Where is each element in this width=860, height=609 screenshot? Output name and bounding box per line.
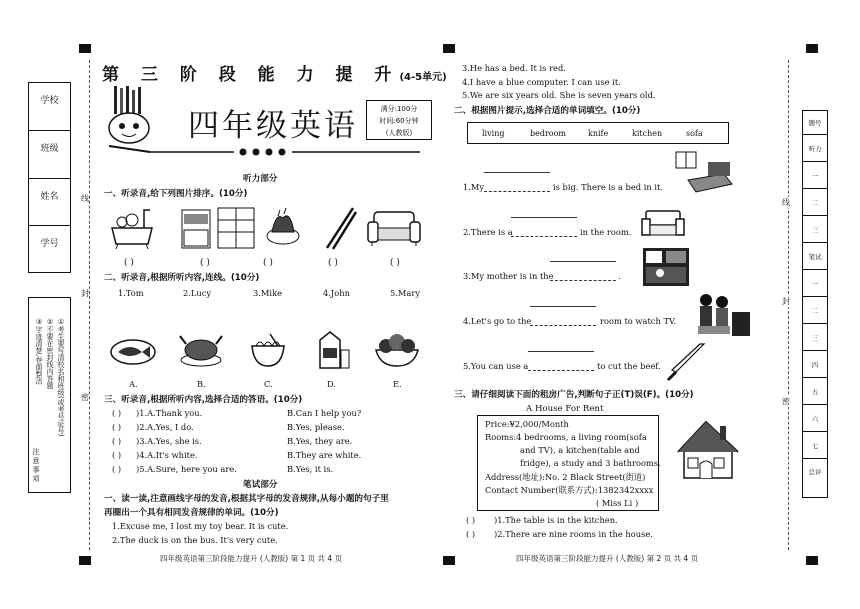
phonics-sentence: 3.He has a bed. It is red. [462,63,566,73]
ad-title: A House For Rent [526,404,604,414]
handwriting-guide [550,261,616,262]
registration-mark [806,556,818,565]
reply-option-b: B.Yes, please. [287,422,345,432]
fill-item-after: in the room. [580,227,632,237]
tf-statement: )1.The table is in the kitchen. [494,515,618,525]
written-heading: 笔试部分 [243,480,278,490]
sofa-picture-icon [640,207,686,241]
seal-char: 线 [782,198,790,207]
option-letter: A. [129,379,138,389]
seal-line [89,60,90,550]
listening-q1-title: 一、听录音,给下列图片排序。(10分) [104,189,248,199]
fill-item-before: 1.My [463,182,485,192]
answer-blank[interactable] [511,236,577,237]
answer-paren[interactable]: ( ) [200,258,210,268]
score-row: 六 [803,405,827,432]
answer-blank[interactable] [528,370,594,371]
registration-mark [443,556,455,565]
option-letter: D. [327,379,336,389]
score-row: 一 [803,162,827,189]
answer-paren[interactable]: ( ) [112,436,122,446]
score-row: 二 [803,189,827,216]
fill-item-before: 3.My mother is in the [463,271,554,281]
full-score: 满分:100分 [380,105,418,113]
listening-q3-title: 三、听录音,根据所听内容,选择合适的答语。(10分) [104,395,303,405]
word-bank [467,122,729,144]
handwriting-guide [530,306,596,307]
title-divider [148,146,428,158]
word-option: knife [588,129,609,138]
score-table [802,110,828,498]
house-icon [672,416,744,482]
seal-char: 封 [782,297,790,306]
bathtub-icon [110,206,154,250]
seal-char: 封 [81,289,89,298]
registration-mark [79,556,91,565]
time-limit: 时间:60分钟 [379,117,419,125]
note-item: ②不要在密封线内答题 [46,318,54,389]
reply-option-a: )2.A.Yes, I do. [136,422,194,432]
tf-statement: )2.There are nine rooms in the house. [494,529,653,539]
note-item: ③字迹清楚,卷面整洁 [35,318,43,385]
fruit-bowl-icon [374,332,420,368]
knife-icon [666,342,706,382]
seal-char: 线 [81,194,89,203]
handwriting-guide [511,217,577,218]
score-row: 听力 [803,135,827,162]
written-q3-title: 三、请仔细阅读下面的租房广告,判断句子正(T)误(F)。(10分) [454,390,694,400]
fill-item-before: 5.You can use a [463,361,529,371]
answer-blank[interactable] [530,325,596,326]
fill-item-after: to cut the beef. [597,361,661,371]
answer-paren[interactable]: ( ) [124,258,134,268]
milk-carton-icon [316,330,350,370]
answer-blank[interactable] [484,191,550,192]
registration-mark [79,44,91,53]
listening-q2-title: 二、听录音,根据所听内容,连线。(10分) [104,273,260,283]
word-option: living [482,129,505,138]
beef-dish-icon [266,208,300,248]
name-field[interactable]: 姓名 [29,179,70,227]
ad-contact-name: ( Miss Li ) [596,498,639,508]
score-row: 二 [803,297,827,324]
ad-line: Rooms:4 bedrooms, a living room(sofa [485,432,647,442]
rent-ad-box [477,415,659,511]
score-row: 一 [803,270,827,297]
page-footer: 四年级英语第三阶段能力提升 (人教版) 第 2 页 共 4 页 [516,554,699,563]
answer-paren[interactable]: ( ) [466,515,476,525]
notes-box [28,297,71,493]
score-table-header: 题号 [803,111,827,135]
student-info-box [28,82,71,273]
edition: (人教版) [385,129,413,137]
name-label: 5.Mary [390,288,421,298]
fill-item-after: is big. There is a bed in it. [553,182,663,192]
exam-title: 第 三 阶 段 能 力 提 升(4-5单元) [102,65,447,85]
noodle-bowl-icon [250,332,286,368]
reply-option-b: B.Can I help you? [287,408,362,418]
option-letter: B. [197,379,206,389]
name-label: 3.Mike [253,288,283,298]
roast-chicken-icon [178,332,224,368]
reply-option-b: B.They are white. [287,450,362,460]
registration-mark [806,44,818,53]
word-option: kitchen [632,129,663,138]
fill-item-after: room to watch TV. [600,316,677,326]
answer-paren[interactable]: ( ) [328,258,338,268]
score-row: 七 [803,432,827,459]
written-q1-title-cont: 再圈出一个具有相同发音规律的单词。(10分) [104,508,279,518]
score-row: 总评 [808,468,822,476]
registration-mark [443,44,455,53]
name-label: 4.John [323,288,350,298]
answer-paren[interactable]: ( ) [390,258,400,268]
name-label: 1.Tom [118,288,144,298]
handwriting-guide [528,351,594,352]
ad-line: and TV), a kitchen(table and [520,445,640,455]
score-row: 笔试 [803,243,827,270]
ad-line: Address(地址):No. 2 Black Street(街道) [485,472,646,482]
score-row: 四 [803,351,827,378]
ad-line: fridge), a study and 3 bathrooms. [520,458,661,468]
reply-option-b: B.Yes, they are. [287,436,353,446]
written-q2-title: 二、根据图片提示,选择合适的单词填空。(10分) [454,106,641,116]
chopsticks-icon [323,206,357,250]
seal-char: 密 [782,397,790,406]
score-info-box [366,100,432,140]
kitchen-icon [180,206,258,250]
sofa-icon [366,208,422,248]
reply-option-a: )4.A.It's white. [136,450,198,460]
written-q1-title: 一、读一读,注意画线字母的发音,根据其字母的发音规律,从每小题的句子里 [104,494,389,504]
answer-paren[interactable]: ( ) [112,464,122,474]
answer-paren[interactable]: ( ) [112,422,122,432]
phonics-sentence: 5.We are six years old. She is seven years old. [462,90,656,100]
answer-paren[interactable]: ( ) [263,258,273,268]
phonics-sentence: 4.I have a blue computer. I can use it. [462,77,621,87]
fill-item-after: . [618,271,621,281]
page-footer: 四年级英语第三阶段能力提升 (人教版) 第 1 页 共 4 页 [160,554,343,563]
answer-paren[interactable]: ( ) [466,529,476,539]
fill-item-before: 4.Let's go to the [463,316,532,326]
option-letter: E. [393,379,402,389]
score-row: 三 [803,216,827,243]
fish-dish-icon [110,336,156,366]
phonics-sentence: 1.Excuse me, I lost my toy bear. It is cute. [112,521,289,531]
bedroom-picture-icon [674,150,734,196]
answer-paren[interactable]: ( ) [112,408,122,418]
reply-option-a: )3.A.Yes, she is. [136,436,202,446]
ad-line: Contact Number(联系方式):1382342xxxx [485,485,654,495]
fill-item-before: 2.There is a [463,227,513,237]
reply-option-a: )5.A.Sure, here you are. [136,464,237,474]
living-room-tv-icon [696,292,752,338]
listening-heading: 听力部分 [243,174,278,184]
option-letter: C. [264,379,273,389]
reply-option-b: B.Yes, it is. [287,464,334,474]
ad-line: Price:¥2,000/Month [485,419,569,429]
answer-paren[interactable]: ( ) [112,450,122,460]
kitchen-picture-icon [642,247,690,287]
student-id-field[interactable]: 学号 [40,239,59,250]
class-field[interactable]: 班级 [29,131,70,179]
word-option: bedroom [530,129,567,138]
grade-title: 四年级英语 [188,108,358,144]
reply-option-a: )1.A.Thank you. [136,408,203,418]
word-option: sofa [686,129,703,138]
answer-blank[interactable] [550,280,616,281]
seal-char: 密 [81,393,89,402]
name-label: 2.Lucy [183,288,212,298]
score-row: 三 [803,324,827,351]
note-item: ①考生要写清校名和班级(或考号证号) [57,318,65,437]
handwriting-guide [484,172,550,173]
school-field[interactable]: 学校 [29,83,70,131]
score-row: 五 [803,378,827,405]
notes-label: 注意事项 [32,448,40,484]
phonics-sentence: 2.The duck is on the bus. It's very cute. [112,535,278,545]
